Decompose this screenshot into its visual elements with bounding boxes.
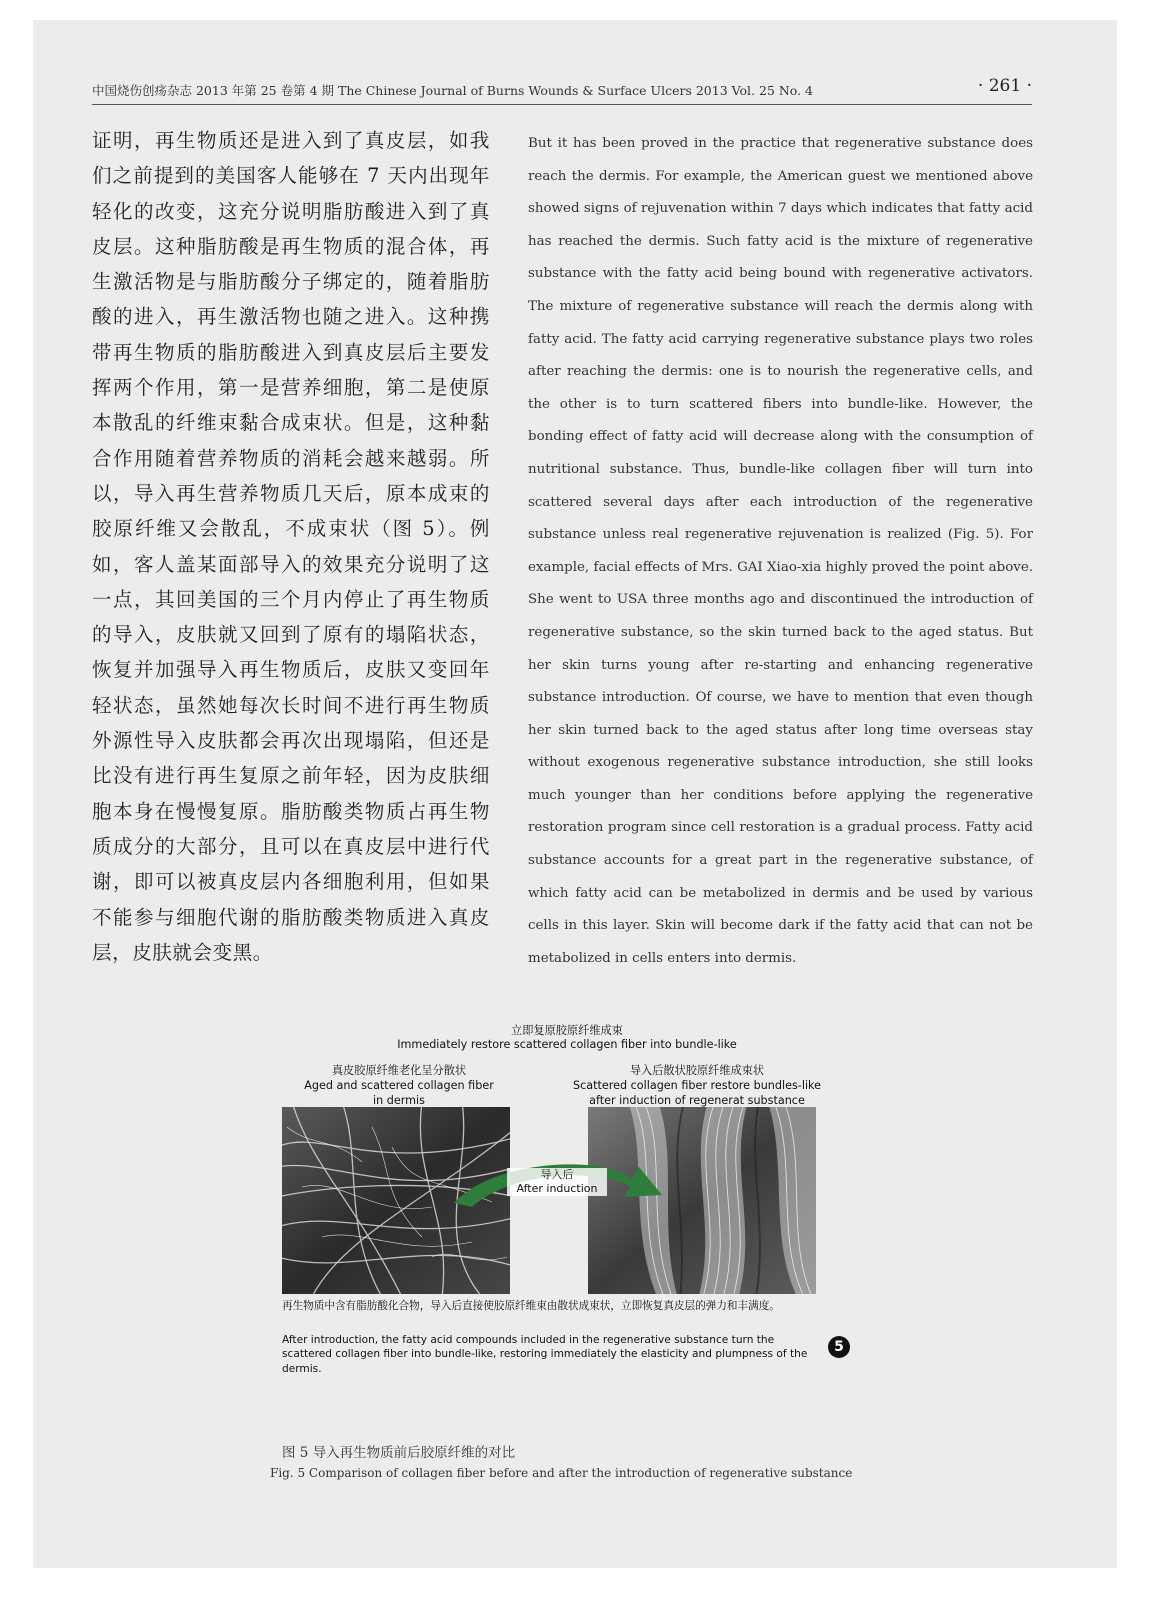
figure-caption-en: Fig. 5 Comparison of collagen fiber before and after the introduction of regenerative substance <box>270 1466 853 1480</box>
running-head: 中国烧伤创疡杂志 2013 年第 25 卷第 4 期 The Chinese Journal of Burns Wounds & Surface Ulcers 2013 Vol. 25 No. 4 <box>92 83 814 98</box>
figure-caption-cn: 图 5 导入再生物质前后胶原纤维的对比 <box>282 1445 516 1461</box>
figure-title-en: Immediately restore scattered collagen fiber into bundle-like <box>397 1038 737 1051</box>
left-label-cn: 真皮胶原纤维老化呈分散状 <box>331 1064 467 1077</box>
left-panel-label <box>282 1063 516 1108</box>
right-panel-label <box>568 1063 826 1108</box>
figure-number-badge: 5 <box>828 1336 850 1358</box>
english-column: But it has been proved in the practice that regenerative substance does reach the dermis. For example, the American guest we mentioned above showed signs of rejuvenation within 7 days which indicates that fatty acid has reached the dermis. Such fatty acid is the mixture of regenerative substance with the fatty acid being bound with regenerative activators. The mixture of regenerative substance will reach the dermis along with fatty acid. The fatty acid carrying regenerative substance plays two roles after reaching the dermis: one is to nourish the regenerative cells, and the other is to turn scattered fibers into bundle-like. However, the bonding effect of fatty acid will decrease along with the consumption of nutritional substance. Thus, bundle-like collagen fiber will turn into scattered several days after each introduction of the regenerative substance unless real regenerative rejuvenation is realized (Fig. 5). For example, facial effects of Mrs. GAI Xiao-xia highly proved the point above. She went to USA three months ago and discontinued the introduction of regenerative substance, so the skin turned back to the aged status. But her skin turns young after re-starting and enhancing regenerative substance introduction. Of course, we have to mention that even though her skin turned back to the aged status after long time overseas stay without exogenous regenerative substance introduction, she still looks much younger than her conditions before applying the regenerative restoration program since cell restoration is a gradual process. Fatty acid substance accounts for a great part in the regenerative substance, of which fatty acid can be metabolized in dermis and be used by various cells in this layer. Skin will become dark if the fatty acid that can not be metabolized in cells enters into dermis. <box>528 136 1033 966</box>
figure-note-cn: 再生物质中含有脂肪酸化合物，导入后直接使胶原纤维束由散状成束状，立即恢复真皮层的弹力和丰满度。 <box>282 1300 780 1312</box>
left-label-en-1: Aged and scattered collagen fiber <box>304 1079 494 1092</box>
figure-note-en: After introduction, the fatty acid compounds included in the regenerative substance turn the scattered collagen fiber into bundle-like, restoring immediately the elasticity and plumpness of the dermis. <box>282 1334 808 1375</box>
right-label-en-2: after induction of regenerat substance <box>589 1094 805 1107</box>
right-label-cn: 导入后散状胶原纤维成束状 <box>629 1064 765 1077</box>
left-label-en-2: in dermis <box>373 1094 425 1107</box>
page-number: · 261 · <box>977 76 1032 96</box>
chinese-column: 证明，再生物质还是进入到了真皮层，如我们之前提到的美国客人能够在 7 天内出现年轻化的改变，这充分说明脂肪酸进入到了真皮层。这种脂肪酸是再生物质的混合体，再生激活物是与脂肪酸分子绑定的，随着脂肪酸的进入，再生激活物也随之进入。这种携带再生物质的脂肪酸进入到真皮层后主要发挥两个作用，第一是营养细胞，第二是使原本散乱的纤维束黏合成束状。但是，这种黏合作用随着营养物质的消耗会越来越弱。所以，导入再生营养物质几天后，原本成束的胶原纤维又会散乱，不成束状（图 5）。例如，客人盖某面部导入的效果充分说明了这一点，其回美国的三个月内停止了再生物质的导入，皮肤就又回到了原有的塌陷状态，恢复并加强导入再生物质后，皮肤又变回年轻状态，虽然她每次长时间不进行再生物质外源性导入皮肤都会再次出现塌陷，但还是比没有进行再生复原之前年轻，因为皮肤细胞本身在慢慢复原。脂肪酸类物质占再生物质成分的大部分，且可以在真皮层中进行代谢，即可以被真皮层内各细胞利用，但如果不能参与细胞代谢的脂肪酸类物质进入真皮层，皮肤就会变黑。 <box>92 129 490 964</box>
figure-5 <box>282 1023 852 1415</box>
right-label-en-1: Scattered collagen fiber restore bundles-like <box>572 1079 822 1092</box>
figure-title-cn: 立即复原胶原纤维成束 <box>511 1024 623 1037</box>
arrow-label-cn: 导入后 <box>540 1168 574 1181</box>
arrow-label <box>507 1168 607 1196</box>
arrow-label-en: After induction <box>516 1182 598 1195</box>
page-header <box>92 78 1032 105</box>
